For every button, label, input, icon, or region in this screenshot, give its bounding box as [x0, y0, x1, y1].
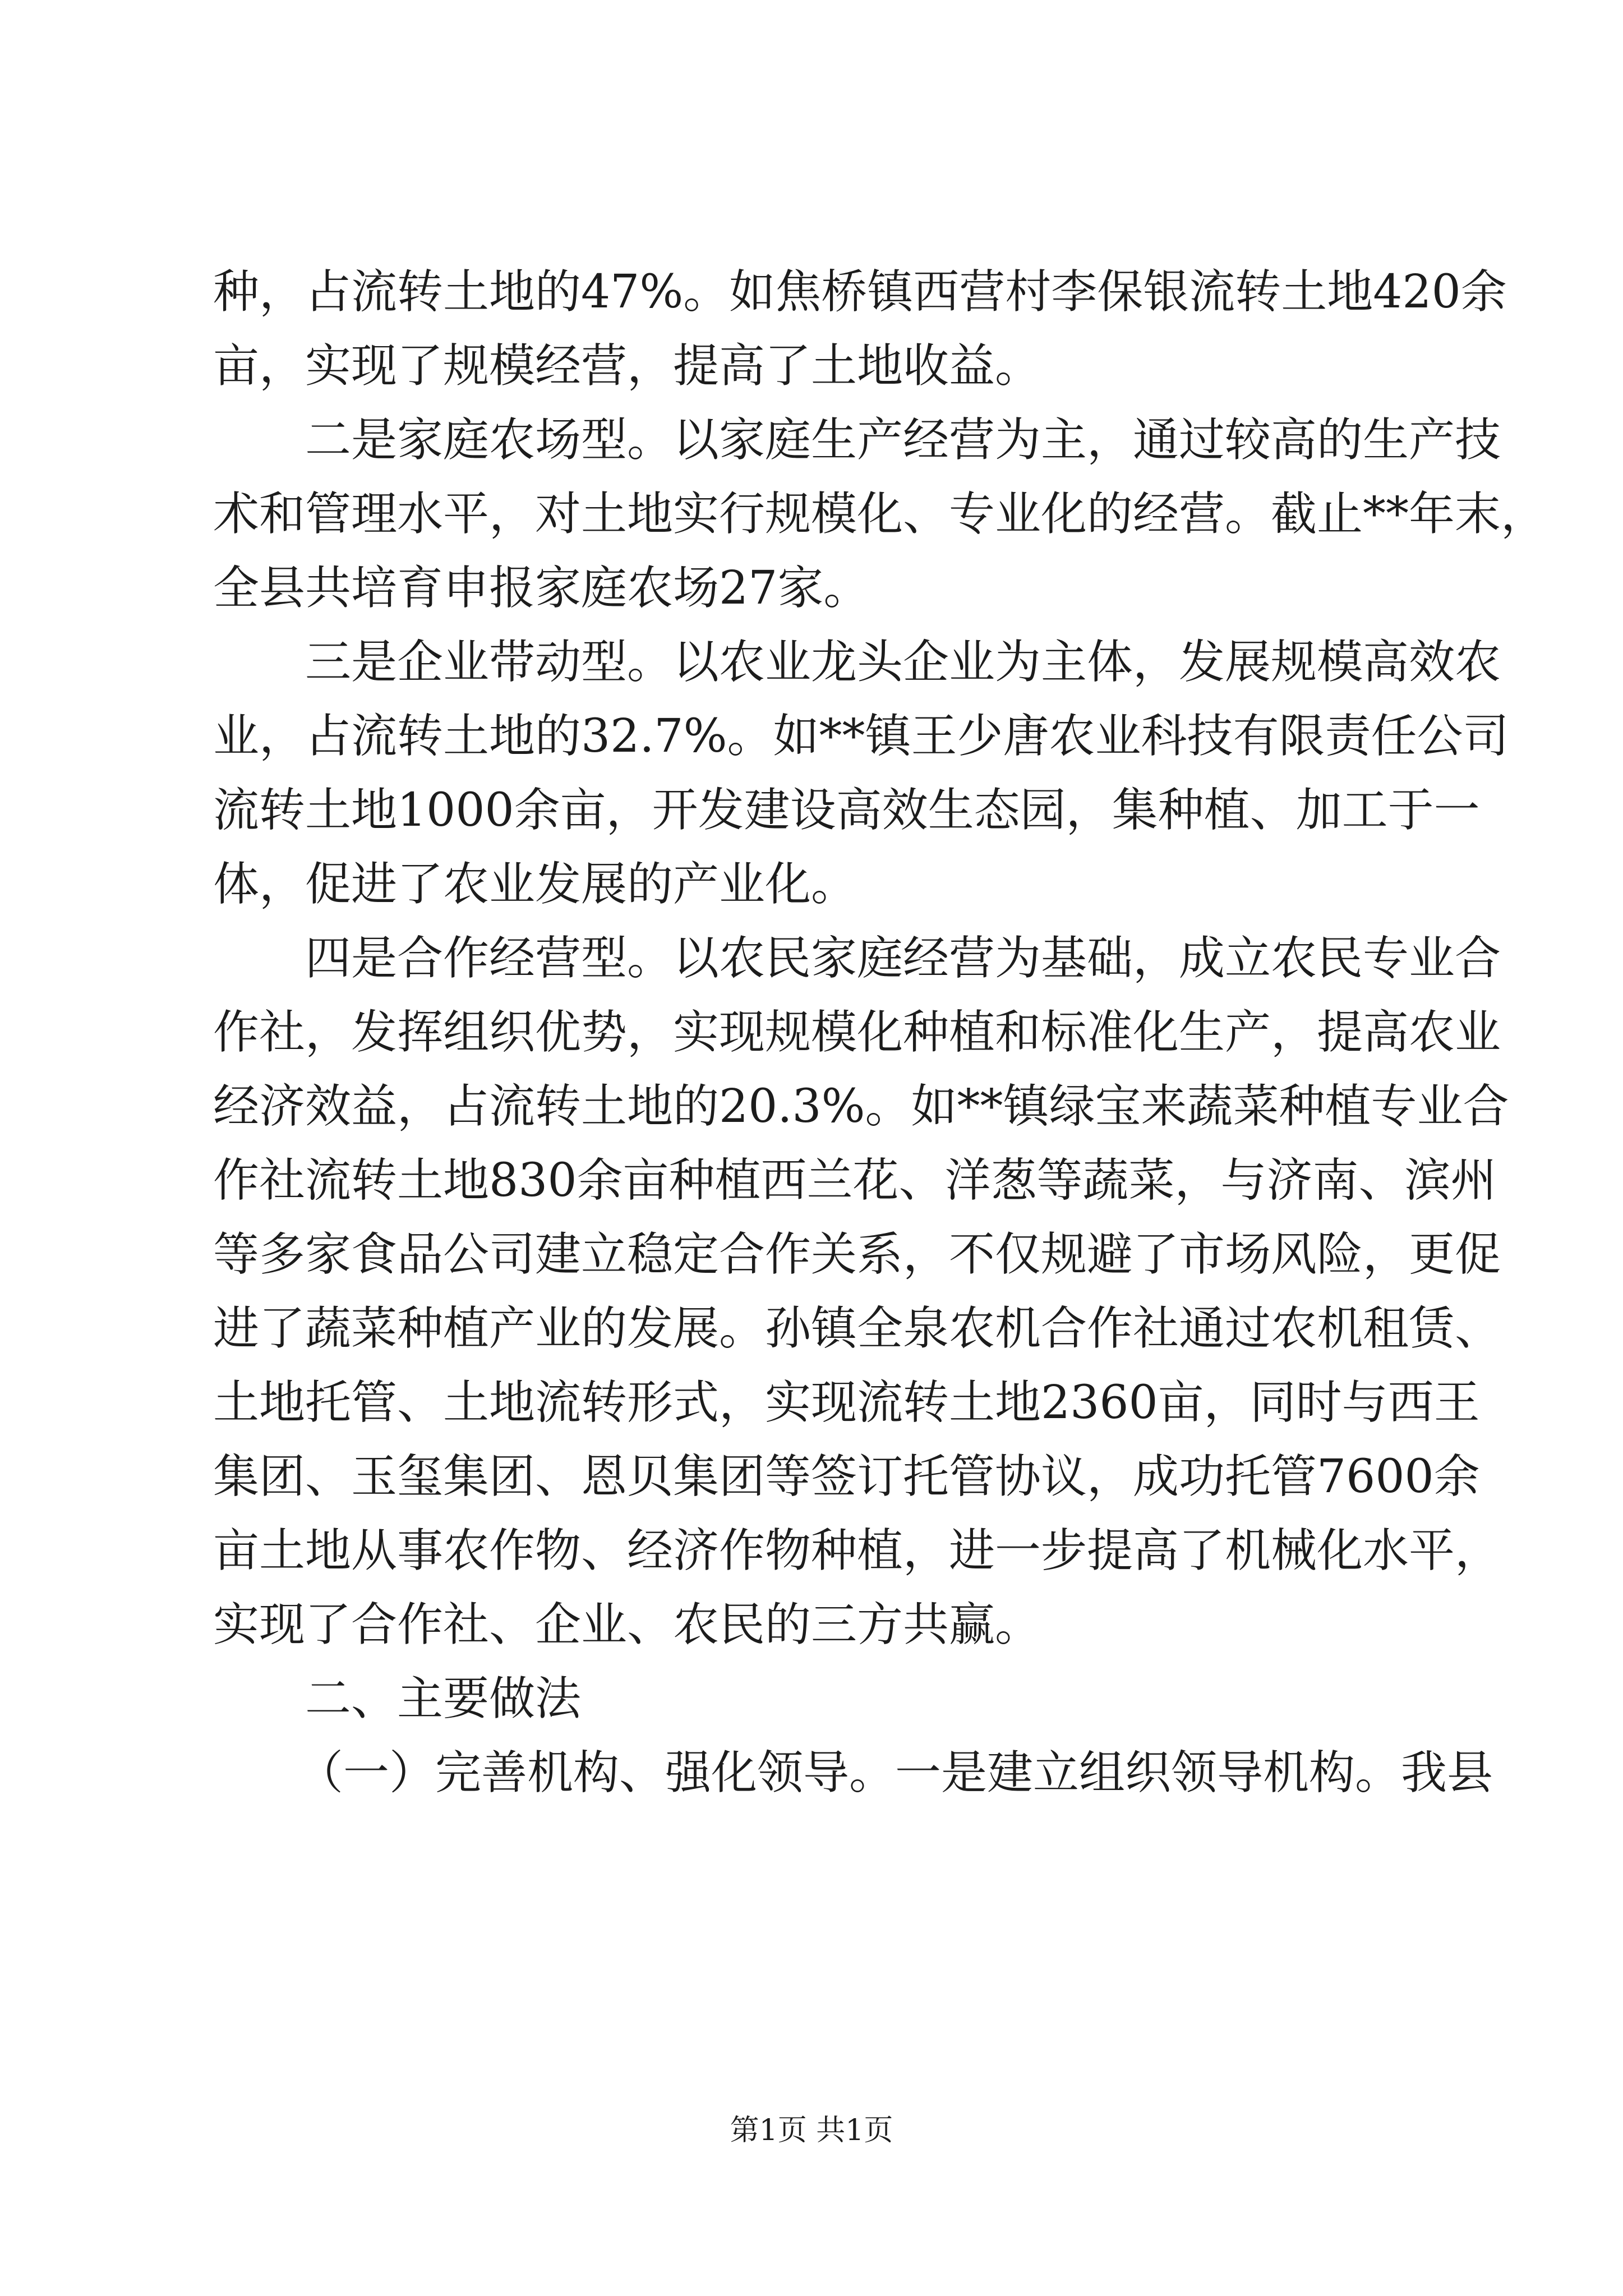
text-line: 集团、玉玺集团、恩贝集团等签订托管协议，成功托管7600余 [213, 1450, 1480, 1503]
text-line: 土地托管、土地流转形式，实现流转土地2360亩，同时与西王 [213, 1376, 1480, 1429]
document-body [213, 255, 1547, 1810]
section-heading: 二、主要做法 [305, 1672, 582, 1726]
text-line: 实现了合作社、企业、农民的三方共赢。 [213, 1598, 1041, 1651]
text-line: 进了蔬菜种植产业的发展。孙镇全泉农机合作社通过农机租赁、 [213, 1302, 1501, 1355]
page-number-label: 第1页 共1页 [730, 2114, 893, 2147]
text-line: 亩，实现了规模经营，提高了土地收益。 [213, 339, 1041, 393]
text-line: 四是合作经营型。以农民家庭经营为基础，成立农民专业合 [305, 932, 1501, 985]
text-line: 全县共培育申报家庭农场27家。 [213, 562, 870, 615]
page-footer [0, 2106, 1623, 2148]
text-line: 二是家庭农场型。以家庭生产经营为主，通过较高的生产技 [305, 413, 1501, 467]
text-line: 经济效益，占流转土地的20.3%。如**镇绿宝来蔬菜种植专业合 [213, 1080, 1509, 1133]
text-line: （一）完善机构、强化领导。一是建立组织领导机构。我县 [297, 1746, 1493, 1800]
text-line: 作社，发挥组织优势，实现规模化种植和标准化生产，提高农业 [213, 1006, 1501, 1059]
text-line: 种，占流转土地的47%。如焦桥镇西营村李保银流转土地420余 [213, 265, 1507, 319]
text-line: 体，促进了农业发展的产业化。 [213, 858, 857, 911]
text-line: 等多家食品公司建立稳定合作关系，不仅规避了市场风险，更促 [213, 1228, 1501, 1281]
text-line: 业，占流转土地的32.7%。如**镇王少唐农业科技有限责任公司 [213, 710, 1509, 763]
text-line: 亩土地从事农作物、经济作物种植，进一步提高了机械化水平， [213, 1524, 1501, 1577]
text-line: 术和管理水平，对土地实行规模化、专业化的经营。截止**年末， [213, 487, 1547, 541]
text-line: 作社流转土地830余亩种植西兰花、洋葱等蔬菜，与济南、滨州 [213, 1154, 1497, 1207]
text-line: 流转土地1000余亩，开发建设高效生态园，集种植、加工于一 [213, 784, 1480, 837]
text-line: 三是企业带动型。以农业龙头企业为主体，发展规模高效农 [305, 636, 1501, 689]
